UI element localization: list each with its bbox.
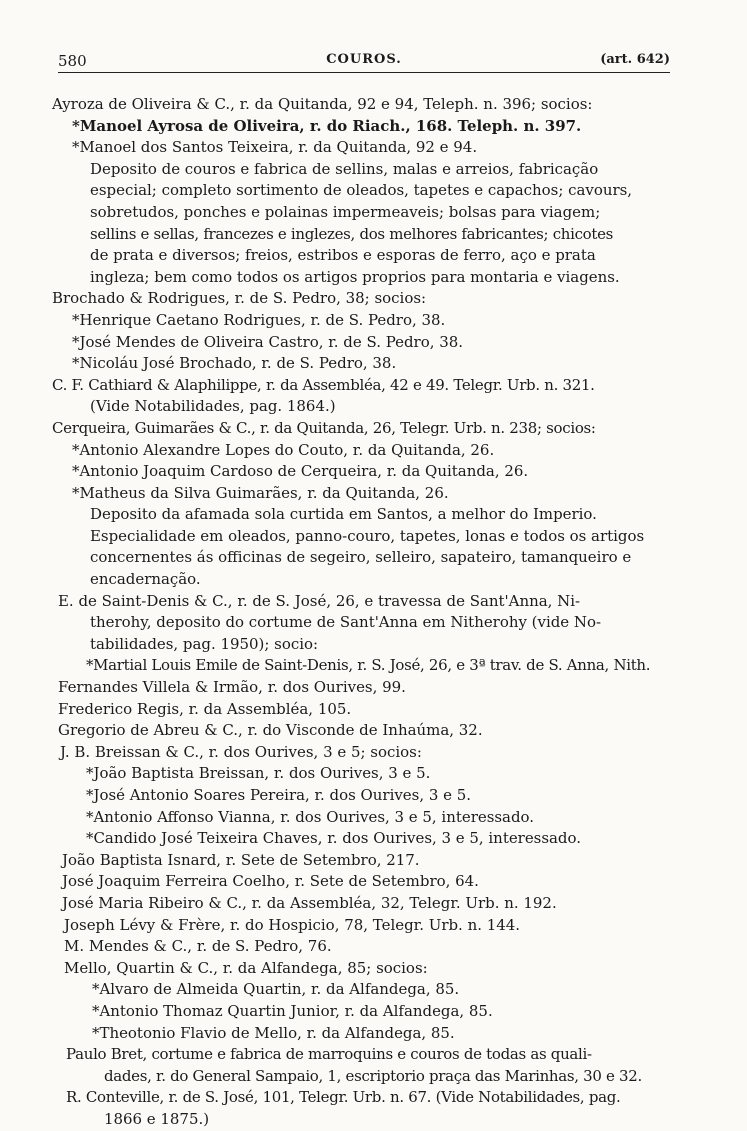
partner-line: *José Mendes de Oliveira Castro, r. de S. Pedro, 38.	[72, 332, 464, 351]
article-reference: (art. 642)	[600, 52, 670, 67]
reference-line: (Vide Notabilidades, pag. 1864.)	[90, 397, 336, 416]
entry-joseph-levy: Joseph Lévy & Frère, r. do Hospicio, 78, Telegr. Urb. n. 144.	[64, 915, 521, 934]
description-line: encadernação.	[90, 570, 201, 589]
description-line: dades, r. do General Sampaio, 1, escriptorio praça das Marinhas, 30 e 32.	[104, 1066, 642, 1085]
entry-jose-maria-ribeiro: José Maria Ribeiro & C., r. da Assembléa, 32, Telegr. Urb. n. 192.	[62, 893, 557, 912]
partner-line: *Antonio Affonso Vianna, r. dos Ourives, 3 e 5, interessado.	[86, 807, 535, 826]
description-line: de prata e diversos; freios, estribos e esporas de ferro, aço e prata	[90, 246, 596, 265]
entry-gregorio-abreu: Gregorio de Abreu & C., r. do Visconde de Inhaúma, 32.	[58, 721, 483, 740]
entry-fernandes-villela: Fernandes Villela & Irmão, r. dos Ourives, 99.	[58, 678, 406, 697]
entry-cathiard: C. F. Cathiard & Alaphilippe, r. da Assembléa, 42 e 49. Telegr. Urb. n. 321.	[52, 375, 595, 394]
entry-cerqueira: Cerqueira, Guimarães & C., r. da Quitanda, 26, Telegr. Urb. n. 238; socios:	[52, 418, 596, 437]
description-line: Deposito de couros e fabrica de sellins, malas e arreios, fabricação	[90, 159, 599, 178]
partner-line: *Manoel dos Santos Teixeira, r. da Quitanda, 92 e 94.	[72, 138, 478, 157]
description-line: concernentes ás officinas de segeiro, selleiro, sapateiro, tamanqueiro e	[90, 548, 632, 567]
description-line: sobretudos, ponches e polainas impermeaveis; bolsas para viagem;	[90, 202, 601, 221]
partner-line: *Martial Louis Emile de Saint-Denis, r. S. José, 26, e 3ª trav. de S. Anna, Nith.	[86, 656, 651, 675]
page-number: 580	[58, 52, 87, 70]
description-line: tabilidades, pag. 1950); socio:	[90, 634, 319, 653]
description-line: therohy, deposito do cortume de Sant'Anna em Nitherohy (vide No-	[90, 613, 602, 632]
description-line: Deposito da afamada sola curtida em Santos, a melhor do Imperio.	[90, 505, 597, 524]
entry-breissan: J. B. Breissan & C., r. dos Ourives, 3 e 5; socios:	[60, 742, 422, 761]
running-header	[58, 50, 670, 73]
partner-line: *Theotonio Flavio de Mello, r. da Alfandega, 85.	[92, 1023, 455, 1042]
partner-line: *Henrique Caetano Rodrigues, r. de S. Pedro, 38.	[72, 310, 446, 329]
reference-line: 1866 e 1875.)	[104, 1109, 210, 1128]
description-line: Especialidade em oleados, panno-couro, tapetes, lonas e todos os artigos	[90, 526, 645, 545]
entry-m-mendes: M. Mendes & C., r. de S. Pedro, 76.	[64, 937, 332, 956]
partner-line: *Antonio Joaquim Cardoso de Cerqueira, r. da Quitanda, 26.	[72, 462, 529, 481]
section-title: COUROS.	[326, 52, 402, 67]
description-line: especial; completo sortimento de oleados, tapetes e capachos; cavours,	[90, 181, 633, 200]
partner-line: *José Antonio Soares Pereira, r. dos Ourives, 3 e 5.	[86, 786, 471, 804]
directory-listing	[0, 94, 747, 1131]
description-line: sellins e sellas, francezes e inglezes, dos melhores fabricantes; chicotes	[90, 224, 614, 243]
entry-frederico-regis: Frederico Regis, r. da Assembléa, 105.	[58, 699, 352, 718]
entry-ferreira-coelho: José Joaquim Ferreira Coelho, r. Sete de Setembro, 64.	[62, 872, 479, 891]
partner-line: *Nicoláu José Brochado, r. de S. Pedro, 38.	[72, 354, 397, 373]
entry-isnard: João Baptista Isnard, r. Sete de Setembro, 217.	[62, 850, 420, 869]
entry-brochado: Brochado & Rodrigues, r. de S. Pedro, 38; socios:	[52, 289, 427, 308]
partner-line: *Candido José Teixeira Chaves, r. dos Ourives, 3 e 5, interessado.	[86, 829, 582, 848]
entry-mello-quartin: Mello, Quartin & C., r. da Alfandega, 85; socios:	[64, 958, 428, 977]
description-line: ingleza; bem como todos os artigos proprios para montaria e viagens.	[90, 267, 620, 286]
entry-paulo-bret: Paulo Bret, cortume e fabrica de marroquins e couros de todas as quali-	[66, 1045, 592, 1064]
entry-conteville: R. Conteville, r. de S. José, 101, Telegr. Urb. n. 67. (Vide Notabilidades, pag.	[66, 1088, 621, 1107]
partner-line: *João Baptista Breissan, r. dos Ourives, 3 e 5.	[86, 764, 431, 783]
partner-line: *Antonio Thomaz Quartin Junior, r. da Alfandega, 85.	[92, 1001, 493, 1020]
partner-line: *Matheus da Silva Guimarães, r. da Quitanda, 26.	[72, 483, 449, 502]
partner-line: *Manoel Ayrosa de Oliveira, r. do Riach., 168. Teleph. n. 397.	[72, 116, 582, 135]
entry-saint-denis: E. de Saint-Denis & C., r. de S. José, 26, e travessa de Sant'Anna, Ni-	[58, 591, 581, 610]
partner-line: *Alvaro de Almeida Quartin, r. da Alfandega, 85.	[92, 980, 460, 999]
partner-line: *Antonio Alexandre Lopes do Couto, r. da Quitanda, 26.	[72, 440, 495, 459]
entry-ayroza: Ayroza de Oliveira & C., r. da Quitanda, 92 e 94, Teleph. n. 396; socios:	[52, 95, 593, 113]
